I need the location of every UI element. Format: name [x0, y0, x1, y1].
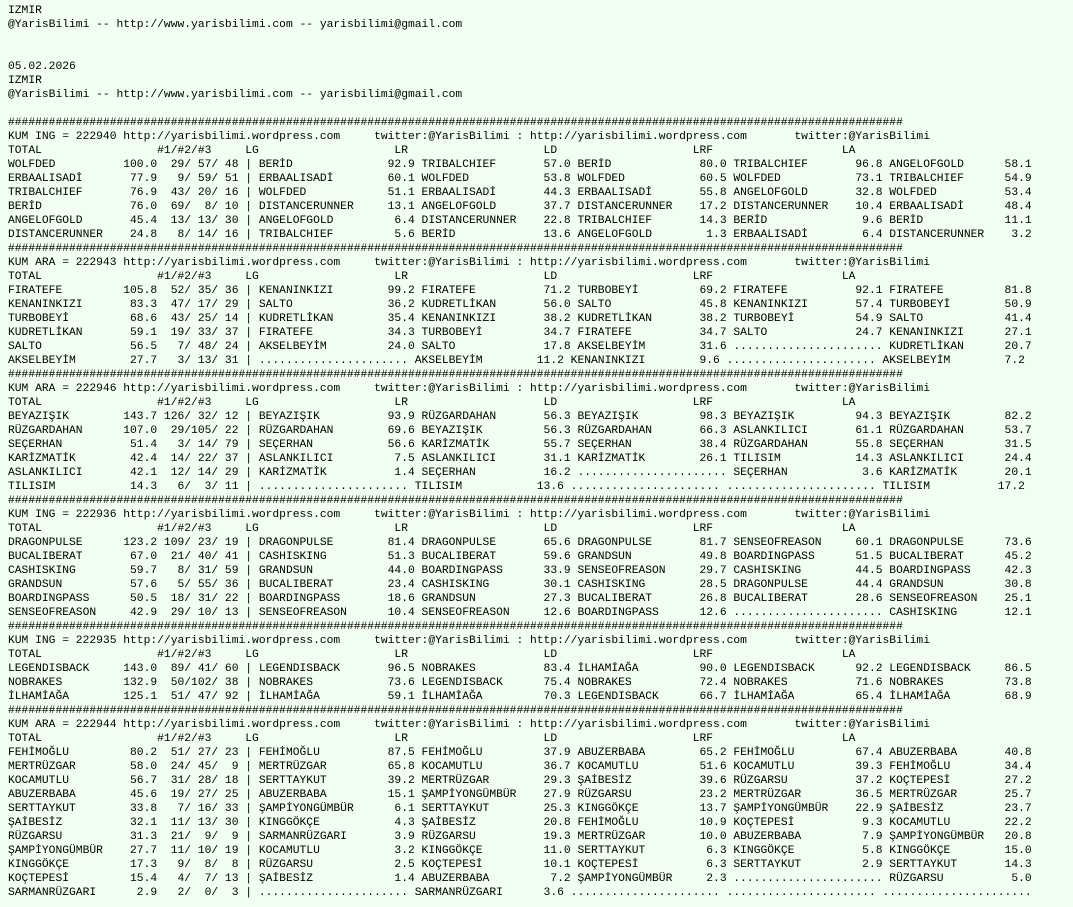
- table-row: SERTTAYKUT 33.8 7/ 16/ 33 | ŞAMPİYONGÜMBÜR 6.1 SERTTAYKUT 25.3 KINGGÖKÇE 13.7 ŞAMPİYONGÜMBÜR 22.9 ŞAİBESİZ 23.7: [8, 803, 1032, 815]
- table-row: SENSEOFREASON 42.9 29/ 10/ 13 | SENSEOFREASON 10.4 SENSEOFREASON 12.6 BOARDINGPASS 12.6 ...................... CASHISKING 12.1: [8, 607, 1032, 619]
- blank-line: [8, 102, 1073, 116]
- table-row: AKSELBEYİM 27.7 3/ 13/ 31 | ...................... AKSELBEYİM 11.2 KENANINKIZI 9.6 ...................... AKSELBEYİM 7.2: [8, 355, 1025, 367]
- race-title: KUM ARA = 222943 http://yarisbilimi.wordpress.com twitter:@YarisBilimi : http://yarisbilimi.wordpress.com twitter:@YarisBilimi: [8, 257, 930, 269]
- table-row: BERİD 76.0 69/ 8/ 10 | DISTANCERUNNER 13.1 ANGELOFGOLD 37.7 DISTANCERUNNER 17.2 DISTANCERUNNER 10.4 ERBAALISADİ 48.4: [8, 201, 1032, 213]
- column-header: TOTAL #1/#2/#3 LG LR LD LRF LA: [8, 733, 856, 745]
- table-row: KENANINKIZI 83.3 47/ 17/ 29 | SALTO 36.2 KUDRETLİKAN 56.0 SALTO 45.8 KENANINKIZI 57.4 TURBOBEYİ 50.9: [8, 299, 1032, 311]
- table-row: BEYAZIŞIK 143.7 126/ 32/ 12 | BEYAZIŞIK 93.9 RÜZGARDAHAN 56.3 BEYAZIŞIK 98.3 BEYAZIŞIK 94.3 BEYAZIŞIK 82.2: [8, 411, 1032, 423]
- table-row: LEGENDISBACK 143.0 89/ 41/ 60 | LEGENDISBACK 96.5 NOBRAKES 83.4 İLHAMİAĞA 90.0 LEGENDISBACK 92.2 LEGENDISBACK 86.5: [8, 663, 1032, 675]
- table-row: KINGGÖKÇE 17.3 9/ 8/ 8 | RÜZGARSU 2.5 KOÇTEPESİ 10.1 KOÇTEPESİ 6.3 SERTTAYKUT 2.9 SERTTAYKUT 14.3: [8, 859, 1032, 871]
- table-row: NOBRAKES 132.9 50/102/ 38 | NOBRAKES 73.6 LEGENDISBACK 75.4 NOBRAKES 72.4 NOBRAKES 71.6 NOBRAKES 73.8: [8, 677, 1032, 689]
- table-row: ŞAİBESİZ 32.1 11/ 13/ 30 | KINGGÖKÇE 4.3 ŞAİBESİZ 20.8 FEHİMOĞLU 10.9 KOÇTEPESİ 9.3 KOCAMUTLU 22.2: [8, 817, 1032, 829]
- table-row: TILISIM 14.3 6/ 3/ 11 | ...................... TILISIM 13.6 ...................... ...................... TILISIM 17.2: [8, 481, 1025, 493]
- table-row: KARİZMATİK 42.4 14/ 22/ 37 | ASLANKILICI 7.5 ASLANKILICI 31.1 KARİZMATİK 26.1 TILISIM 14.3 ASLANKILICI 24.4: [8, 453, 1032, 465]
- column-header: TOTAL #1/#2/#3 LG LR LD LRF LA: [8, 271, 856, 283]
- table-row: KOCAMUTLU 56.7 31/ 28/ 18 | SERTTAYKUT 39.2 MERTRÜZGAR 29.3 ŞAİBESİZ 39.6 RÜZGARSU 37.2 KOÇTEPESİ 27.2: [8, 775, 1032, 787]
- separator-line: ####################################################################################################################################: [8, 369, 903, 381]
- table-row: ANGELOFGOLD 45.4 13/ 13/ 30 | ANGELOFGOLD 6.4 DISTANCERUNNER 22.8 TRIBALCHIEF 14.3 BERİD 9.6 BERİD 11.1: [8, 215, 1032, 227]
- table-row: RÜZGARSU 31.3 21/ 9/ 9 | SARMANRÜZGARI 3.9 RÜZGARSU 19.3 MERTRÜZGAR 10.0 ABUZERBABA 7.9 ŞAMPİYONGÜMBÜR 20.8: [8, 831, 1032, 843]
- race-title: KUM ING = 222940 http://yarisbilimi.wordpress.com twitter:@YarisBilimi : http://yarisbilimi.wordpress.com twitter:@YarisBilimi: [8, 131, 930, 143]
- table-row: GRANDSUN 57.6 5/ 55/ 36 | BUCALIBERAT 23.4 CASHISKING 30.1 CASHISKING 28.5 DRAGONPULSE 44.4 GRANDSUN 30.8: [8, 579, 1032, 591]
- separator-line: ####################################################################################################################################: [8, 495, 903, 507]
- race-block: [8, 620, 1073, 704]
- header-date: 05.02.2026: [8, 61, 76, 73]
- column-header: TOTAL #1/#2/#3 LG LR LD LRF LA: [8, 649, 856, 661]
- header-city: IZMIR: [8, 5, 42, 17]
- header-contact-2: @YarisBilimi -- http://www.yarisbilimi.com -- yarisbilimi@gmail.com: [8, 89, 463, 101]
- table-row: RÜZGARDAHAN 107.0 29/105/ 22 | RÜZGARDAHAN 69.6 BEYAZIŞIK 56.3 RÜZGARDAHAN 66.3 ASLANKILICI 61.1 RÜZGARDAHAN 53.7: [8, 425, 1032, 437]
- table-row: DISTANCERUNNER 24.8 8/ 14/ 16 | TRIBALCHIEF 5.6 BERİD 13.6 ANGELOFGOLD 1.3 ERBAALISADİ 6.4 DISTANCERUNNER 3.2: [8, 229, 1032, 241]
- table-row: TURBOBEYİ 68.6 43/ 25/ 14 | KUDRETLİKAN 35.4 KENANINKIZI 38.2 KUDRETLİKAN 38.2 TURBOBEYİ 54.9 SALTO 41.4: [8, 313, 1032, 325]
- separator-line: ####################################################################################################################################: [8, 621, 903, 633]
- table-row: KUDRETLİKAN 59.1 19/ 33/ 37 | FIRATEFE 34.3 TURBOBEYİ 34.7 FIRATEFE 34.7 SALTO 24.7 KENANINKIZI 27.1: [8, 327, 1032, 339]
- table-row: SEÇERHAN 51.4 3/ 14/ 79 | SEÇERHAN 56.6 KARİZMATİK 55.7 SEÇERHAN 38.4 RÜZGARDAHAN 55.8 SEÇERHAN 31.5: [8, 439, 1032, 451]
- blank-line: [8, 32, 1073, 46]
- table-row: KOÇTEPESİ 15.4 4/ 7/ 13 | ŞAİBESİZ 1.4 ABUZERBABA 7.2 ŞAMPİYONGÜMBÜR 2.3 ...................... RÜZGARSU 5.0: [8, 873, 1032, 885]
- table-row: BOARDINGPASS 50.5 18/ 31/ 22 | BOARDINGPASS 18.6 GRANDSUN 27.3 BUCALIBERAT 26.8 BUCALIBERAT 28.6 SENSEOFREASON 25.1: [8, 593, 1032, 605]
- race-block: [8, 494, 1073, 620]
- race-list: [8, 116, 1073, 900]
- table-row: TRIBALCHIEF 76.9 43/ 20/ 16 | WOLFDED 51.1 ERBAALISADİ 44.3 ERBAALISADİ 55.8 ANGELOFGOLD 32.8 WOLFDED 53.4: [8, 187, 1032, 199]
- race-title: KUM ARA = 222944 http://yarisbilimi.wordpress.com twitter:@YarisBilimi : http://yarisbilimi.wordpress.com twitter:@YarisBilimi: [8, 719, 930, 731]
- header-contact: @YarisBilimi -- http://www.yarisbilimi.com -- yarisbilimi@gmail.com: [8, 19, 463, 31]
- table-row: FEHİMOĞLU 80.2 51/ 27/ 23 | FEHİMOĞLU 87.5 FEHİMOĞLU 37.9 ABUZERBABA 65.2 FEHİMOĞLU 67.4 ABUZERBABA 40.8: [8, 747, 1032, 759]
- separator-line: ####################################################################################################################################: [8, 117, 903, 129]
- column-header: TOTAL #1/#2/#3 LG LR LD LRF LA: [8, 145, 856, 157]
- table-row: ŞAMPİYONGÜMBÜR 27.7 11/ 10/ 19 | KOCAMUTLU 3.2 KINGGÖKÇE 11.0 SERTTAYKUT 6.3 KINGGÖKÇE 5.8 KINGGÖKÇE 15.0: [8, 845, 1032, 857]
- separator-line: ####################################################################################################################################: [8, 705, 903, 717]
- race-block: [8, 116, 1073, 242]
- race-title: KUM ING = 222936 http://yarisbilimi.wordpress.com twitter:@YarisBilimi : http://yarisbilimi.wordpress.com twitter:@YarisBilimi: [8, 509, 930, 521]
- race-block: [8, 242, 1073, 368]
- table-row: MERTRÜZGAR 58.0 24/ 45/ 9 | MERTRÜZGAR 65.8 KOCAMUTLU 36.7 KOCAMUTLU 51.6 KOCAMUTLU 39.3 FEHİMOĞLU 34.4: [8, 761, 1032, 773]
- race-title: KUM ARA = 222946 http://yarisbilimi.wordpress.com twitter:@YarisBilimi : http://yarisbilimi.wordpress.com twitter:@YarisBilimi: [8, 383, 930, 395]
- table-row: DRAGONPULSE 123.2 109/ 23/ 19 | DRAGONPULSE 81.4 DRAGONPULSE 65.6 DRAGONPULSE 81.7 SENSEOFREASON 60.1 DRAGONPULSE 73.6: [8, 537, 1032, 549]
- race-block: [8, 704, 1073, 900]
- race-title: KUM ING = 222935 http://yarisbilimi.wordpress.com twitter:@YarisBilimi : http://yarisbilimi.wordpress.com twitter:@YarisBilimi: [8, 635, 930, 647]
- header-city-2: IZMIR: [8, 75, 42, 87]
- table-row: İLHAMİAĞA 125.1 51/ 47/ 92 | İLHAMİAĞA 59.1 İLHAMİAĞA 70.3 LEGENDISBACK 66.7 İLHAMİAĞA 65.4 İLHAMİAĞA 68.9: [8, 691, 1032, 703]
- separator-line: ####################################################################################################################################: [8, 243, 903, 255]
- blank-line: [8, 46, 1073, 60]
- table-row: BUCALIBERAT 67.0 21/ 40/ 41 | CASHISKING 51.3 BUCALIBERAT 59.6 GRANDSUN 49.8 BOARDINGPASS 51.5 BUCALIBERAT 45.2: [8, 551, 1032, 563]
- table-row: CASHISKING 59.7 8/ 31/ 59 | GRANDSUN 44.0 BOARDINGPASS 33.9 SENSEOFREASON 29.7 CASHISKING 44.5 BOARDINGPASS 42.3: [8, 565, 1032, 577]
- table-row: SARMANRÜZGARI 2.9 2/ 0/ 3 | ...................... SARMANRÜZGARI 3.6 ...................... ...................... ......................: [8, 887, 1032, 899]
- table-row: ERBAALISADİ 77.9 9/ 59/ 51 | ERBAALISADİ 60.1 WOLFDED 53.8 WOLFDED 60.5 WOLFDED 73.1 TRIBALCHIEF 54.9: [8, 173, 1032, 185]
- race-block: [8, 368, 1073, 494]
- column-header: TOTAL #1/#2/#3 LG LR LD LRF LA: [8, 523, 856, 535]
- table-row: WOLFDED 100.0 29/ 57/ 48 | BERİD 92.9 TRIBALCHIEF 57.0 BERİD 80.0 TRIBALCHIEF 96.8 ANGELOFGOLD 58.1: [8, 159, 1032, 171]
- table-row: SALTO 56.5 7/ 48/ 24 | AKSELBEYİM 24.0 SALTO 17.8 AKSELBEYİM 31.6 ...................... KUDRETLİKAN 20.7: [8, 341, 1032, 353]
- table-row: FIRATEFE 105.8 52/ 35/ 36 | KENANINKIZI 99.2 FIRATEFE 71.2 TURBOBEYİ 69.2 FIRATEFE 92.1 FIRATEFE 81.8: [8, 285, 1032, 297]
- column-header: TOTAL #1/#2/#3 LG LR LD LRF LA: [8, 397, 856, 409]
- table-row: ABUZERBABA 45.6 19/ 27/ 25 | ABUZERBABA 15.1 ŞAMPİYONGÜMBÜR 27.9 RÜZGARSU 23.2 MERTRÜZGAR 36.5 MERTRÜZGAR 25.7: [8, 789, 1032, 801]
- table-row: ASLANKILICI 42.1 12/ 14/ 29 | KARİZMATİK 1.4 SEÇERHAN 16.2 ...................... SEÇERHAN 3.6 KARİZMATİK 20.1: [8, 467, 1032, 479]
